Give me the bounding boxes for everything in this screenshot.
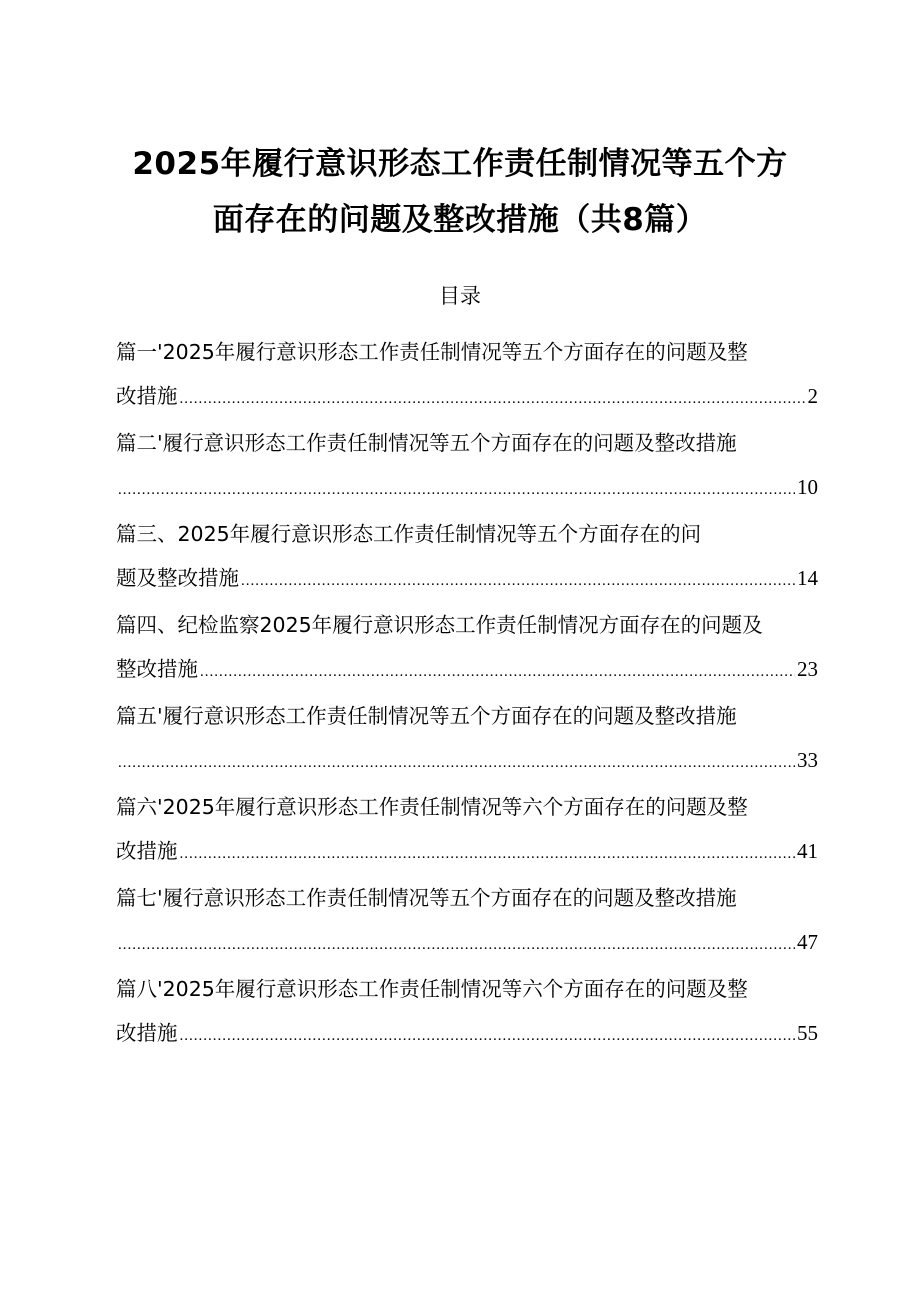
- toc-page-number: 41: [797, 839, 818, 863]
- toc-entry-text: 篇二'履行意识形态工作责任制情况等五个方面存在的问题及整改措施: [116, 431, 737, 455]
- document-title-line-2: 面存在的问题及整改措施（共8篇）: [212, 202, 708, 238]
- toc-entry-3[interactable]: [116, 512, 822, 603]
- toc-entry-text: 篇五'履行意识形态工作责任制情况等五个方面存在的问题及整改措施: [116, 704, 737, 728]
- toc-entry-text: 篇三、2025年履行意识形态工作责任制情况等五个方面存在的问: [116, 522, 702, 546]
- dot-leader: [180, 377, 806, 421]
- toc-entry-2[interactable]: [116, 421, 822, 512]
- toc-entry-text: 篇八'2025年履行意识形态工作责任制情况等六个方面存在的问题及整: [116, 977, 748, 1001]
- toc-entry-6[interactable]: [116, 785, 822, 876]
- dot-leader: [118, 923, 795, 967]
- dot-leader: [118, 468, 795, 512]
- dot-leader: [180, 832, 796, 876]
- toc-entry-text: 篇四、纪检监察2025年履行意识形态工作责任制情况方面存在的问题及: [116, 613, 763, 637]
- toc-entry-text: 篇七'履行意识形态工作责任制情况等五个方面存在的问题及整改措施: [116, 886, 737, 910]
- toc-entry-text-cont: 题及整改措施: [116, 566, 239, 590]
- toc-entry-text-cont: 改措施: [116, 839, 178, 863]
- toc-heading: 目录: [439, 284, 481, 308]
- toc-page-number: 55: [797, 1021, 818, 1045]
- toc-entry-8[interactable]: [116, 967, 822, 1058]
- dot-leader: [241, 559, 795, 603]
- toc-page-number: 10: [797, 475, 818, 499]
- table-of-contents: [116, 330, 822, 1058]
- toc-entry-text-cont: 改措施: [116, 1021, 178, 1045]
- toc-entry-5[interactable]: [116, 694, 822, 785]
- toc-page-number: 33: [797, 748, 818, 772]
- toc-entry-text: 篇六'2025年履行意识形态工作责任制情况等六个方面存在的问题及整: [116, 795, 748, 819]
- dot-leader: [200, 650, 795, 694]
- dot-leader: [180, 1014, 796, 1058]
- toc-page-number: 47: [797, 930, 818, 954]
- toc-entry-1[interactable]: [116, 330, 822, 421]
- toc-entry-text-cont: 整改措施: [116, 657, 198, 681]
- document-title-line-1: 2025年履行意识形态工作责任制情况等五个方: [132, 146, 788, 182]
- toc-page-number: 2: [807, 384, 818, 408]
- toc-page-number: 23: [797, 657, 818, 681]
- toc-entry-text: 篇一'2025年履行意识形态工作责任制情况等五个方面存在的问题及整: [116, 340, 748, 364]
- toc-entry-4[interactable]: [116, 603, 822, 694]
- toc-entry-7[interactable]: [116, 876, 822, 967]
- toc-page-number: 14: [797, 566, 818, 590]
- document-title: [110, 136, 810, 248]
- dot-leader: [118, 741, 795, 785]
- toc-entry-text-cont: 改措施: [116, 384, 178, 408]
